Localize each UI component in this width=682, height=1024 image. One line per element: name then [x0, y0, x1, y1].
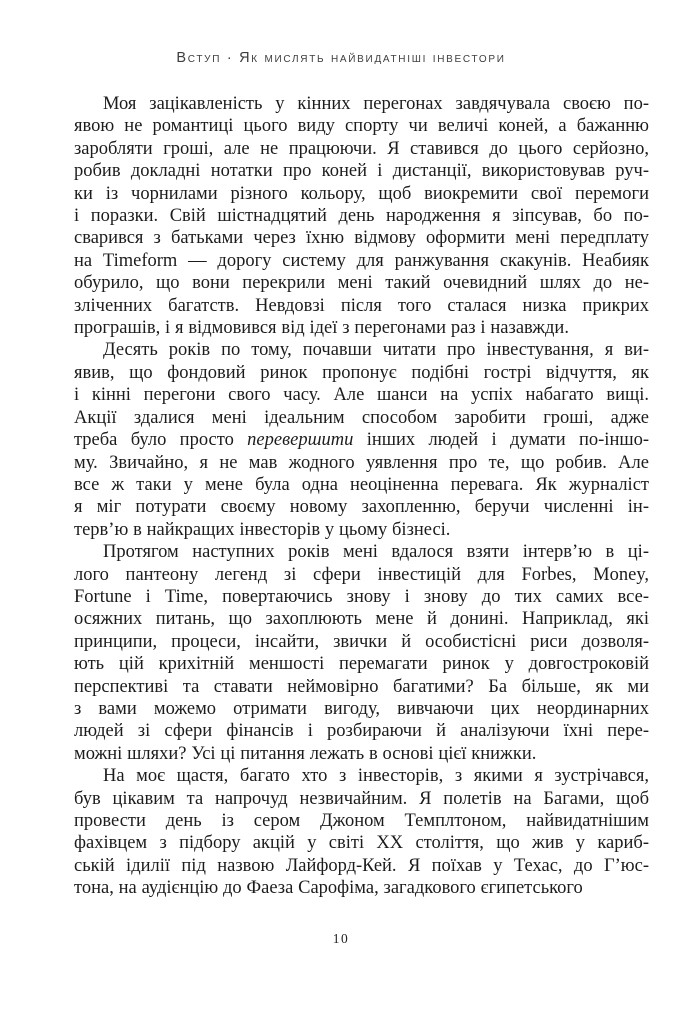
text-line: На моє щастя, багато хто з інвесторів, з якими я зустрічався,	[103, 766, 649, 787]
paragraph	[74, 765, 649, 899]
running-header: Вступ · Як мислять найвидатніші інвестори	[176, 50, 506, 66]
text-line: я міг потурати своєму новому захопленню, беручи численні ін-	[74, 497, 649, 518]
text-line: був цікавим та напрочуд незвичайним. Я полетів на Багами, щоб	[74, 788, 649, 809]
text-line: терв’ю в найкращих інвесторів у цьому бізнесі.	[74, 519, 451, 540]
text-line: і кінні перегони свого часу. Але шанси на успіх набагато вищі.	[74, 385, 649, 406]
text-line: на Timeform — дорогу систему для ранжування скакунів. Неабияк	[74, 250, 649, 271]
text-line: провести день із сером Джоном Темплтоном, найвидатнішим	[74, 811, 649, 831]
text-line: фахівцем з підбору акцій у світі ХХ століття, що жив у кариб-	[74, 833, 649, 854]
text-line: зліченних багатств. Невдовзі після того сталася низка прикрих	[74, 295, 649, 316]
text-line: Акції здалися мені ідеальним способом заробити гроші, адже	[74, 407, 649, 428]
text-line: людей зі сфери фінансів і розбираючи й аналізуючи їхні пере-	[74, 721, 649, 742]
text-line: ють цій крихітній меншості перемагати ринок у довгостроковій	[74, 654, 649, 675]
paragraph	[74, 339, 649, 541]
text-line: заробляти гроші, але не працюючи. Я ставився до цього серйозно,	[74, 138, 649, 159]
text-line: тона, на аудієнцію до Фаеза Сарофіма, загадкового єгипетського	[74, 878, 583, 899]
text-block	[74, 93, 649, 900]
text-line: сварився з батьками через їхню відмову оформити мені передплату	[74, 228, 649, 249]
text-line: Протягом наступних років мені вдалося взяти інтерв’ю в ці-	[103, 542, 649, 563]
text-line: робив докладні нотатки про коней і дистанції, використовував руч-	[74, 161, 649, 182]
text-line: лого пантеону легенд зі сфери інвестицій для Forbes, Money,	[74, 564, 649, 585]
text-line: програшів, і я відмовився від ідеї з перегонами раз і назавжди.	[74, 318, 569, 339]
text-line: явою не романтиці цього виду спорту чи величі коней, а бажанню	[74, 116, 649, 137]
text-line: явив, що фондовий ринок пропонує подібні гострі відчуття, як	[74, 362, 649, 383]
text-line: осяжних питань, що захоплюють мене й донині. Наприклад, які	[74, 609, 649, 630]
text-line: принципи, процеси, інсайти, звички й особистісні риси дозволя-	[74, 631, 649, 652]
text-line: з вами можемо отримати вигоду, вивчаючи цих неординарних	[74, 698, 649, 719]
text-line: ській ідилії під назвою Лайфорд-Кей. Я поїхав у Техас, до Г’юс-	[74, 855, 649, 876]
text-line: Моя зацікавленість у кінних перегонах завдячувала своєю по-	[103, 94, 649, 114]
paragraph	[74, 93, 649, 339]
text-line: треба було просто перевершити інших людей і думати по-іншо-	[74, 430, 649, 451]
page-number: 10	[332, 931, 350, 946]
text-line: му. Звичайно, я не мав жодного уявлення про те, що робив. Але	[74, 452, 649, 473]
text-line: Десять років по тому, почавши читати про інвестування, я ви-	[103, 340, 649, 361]
text-line: і поразки. Свій шістнадцятий день народження я зіпсував, бо по-	[74, 206, 649, 227]
text-line: обурило, що вони перекрили мені такий очевидний шлях до не-	[74, 273, 649, 294]
text-line: Fortune і Time, повертаючись знову і знову до тих самих все-	[74, 586, 649, 607]
text-line: все ж таки у мене була одна неоціненна перевага. Як журналіст	[74, 474, 649, 495]
text-line: перспективі та ставати неймовірно багатими? Ба більше, як ми	[74, 676, 649, 697]
text-line: можні шляхи? Усі ці питання лежать в основі цієї книжки.	[74, 743, 537, 764]
text-line: ки із чорнилами різного кольору, щоб виокремити свої перемоги	[74, 183, 649, 204]
paragraph	[74, 541, 649, 765]
